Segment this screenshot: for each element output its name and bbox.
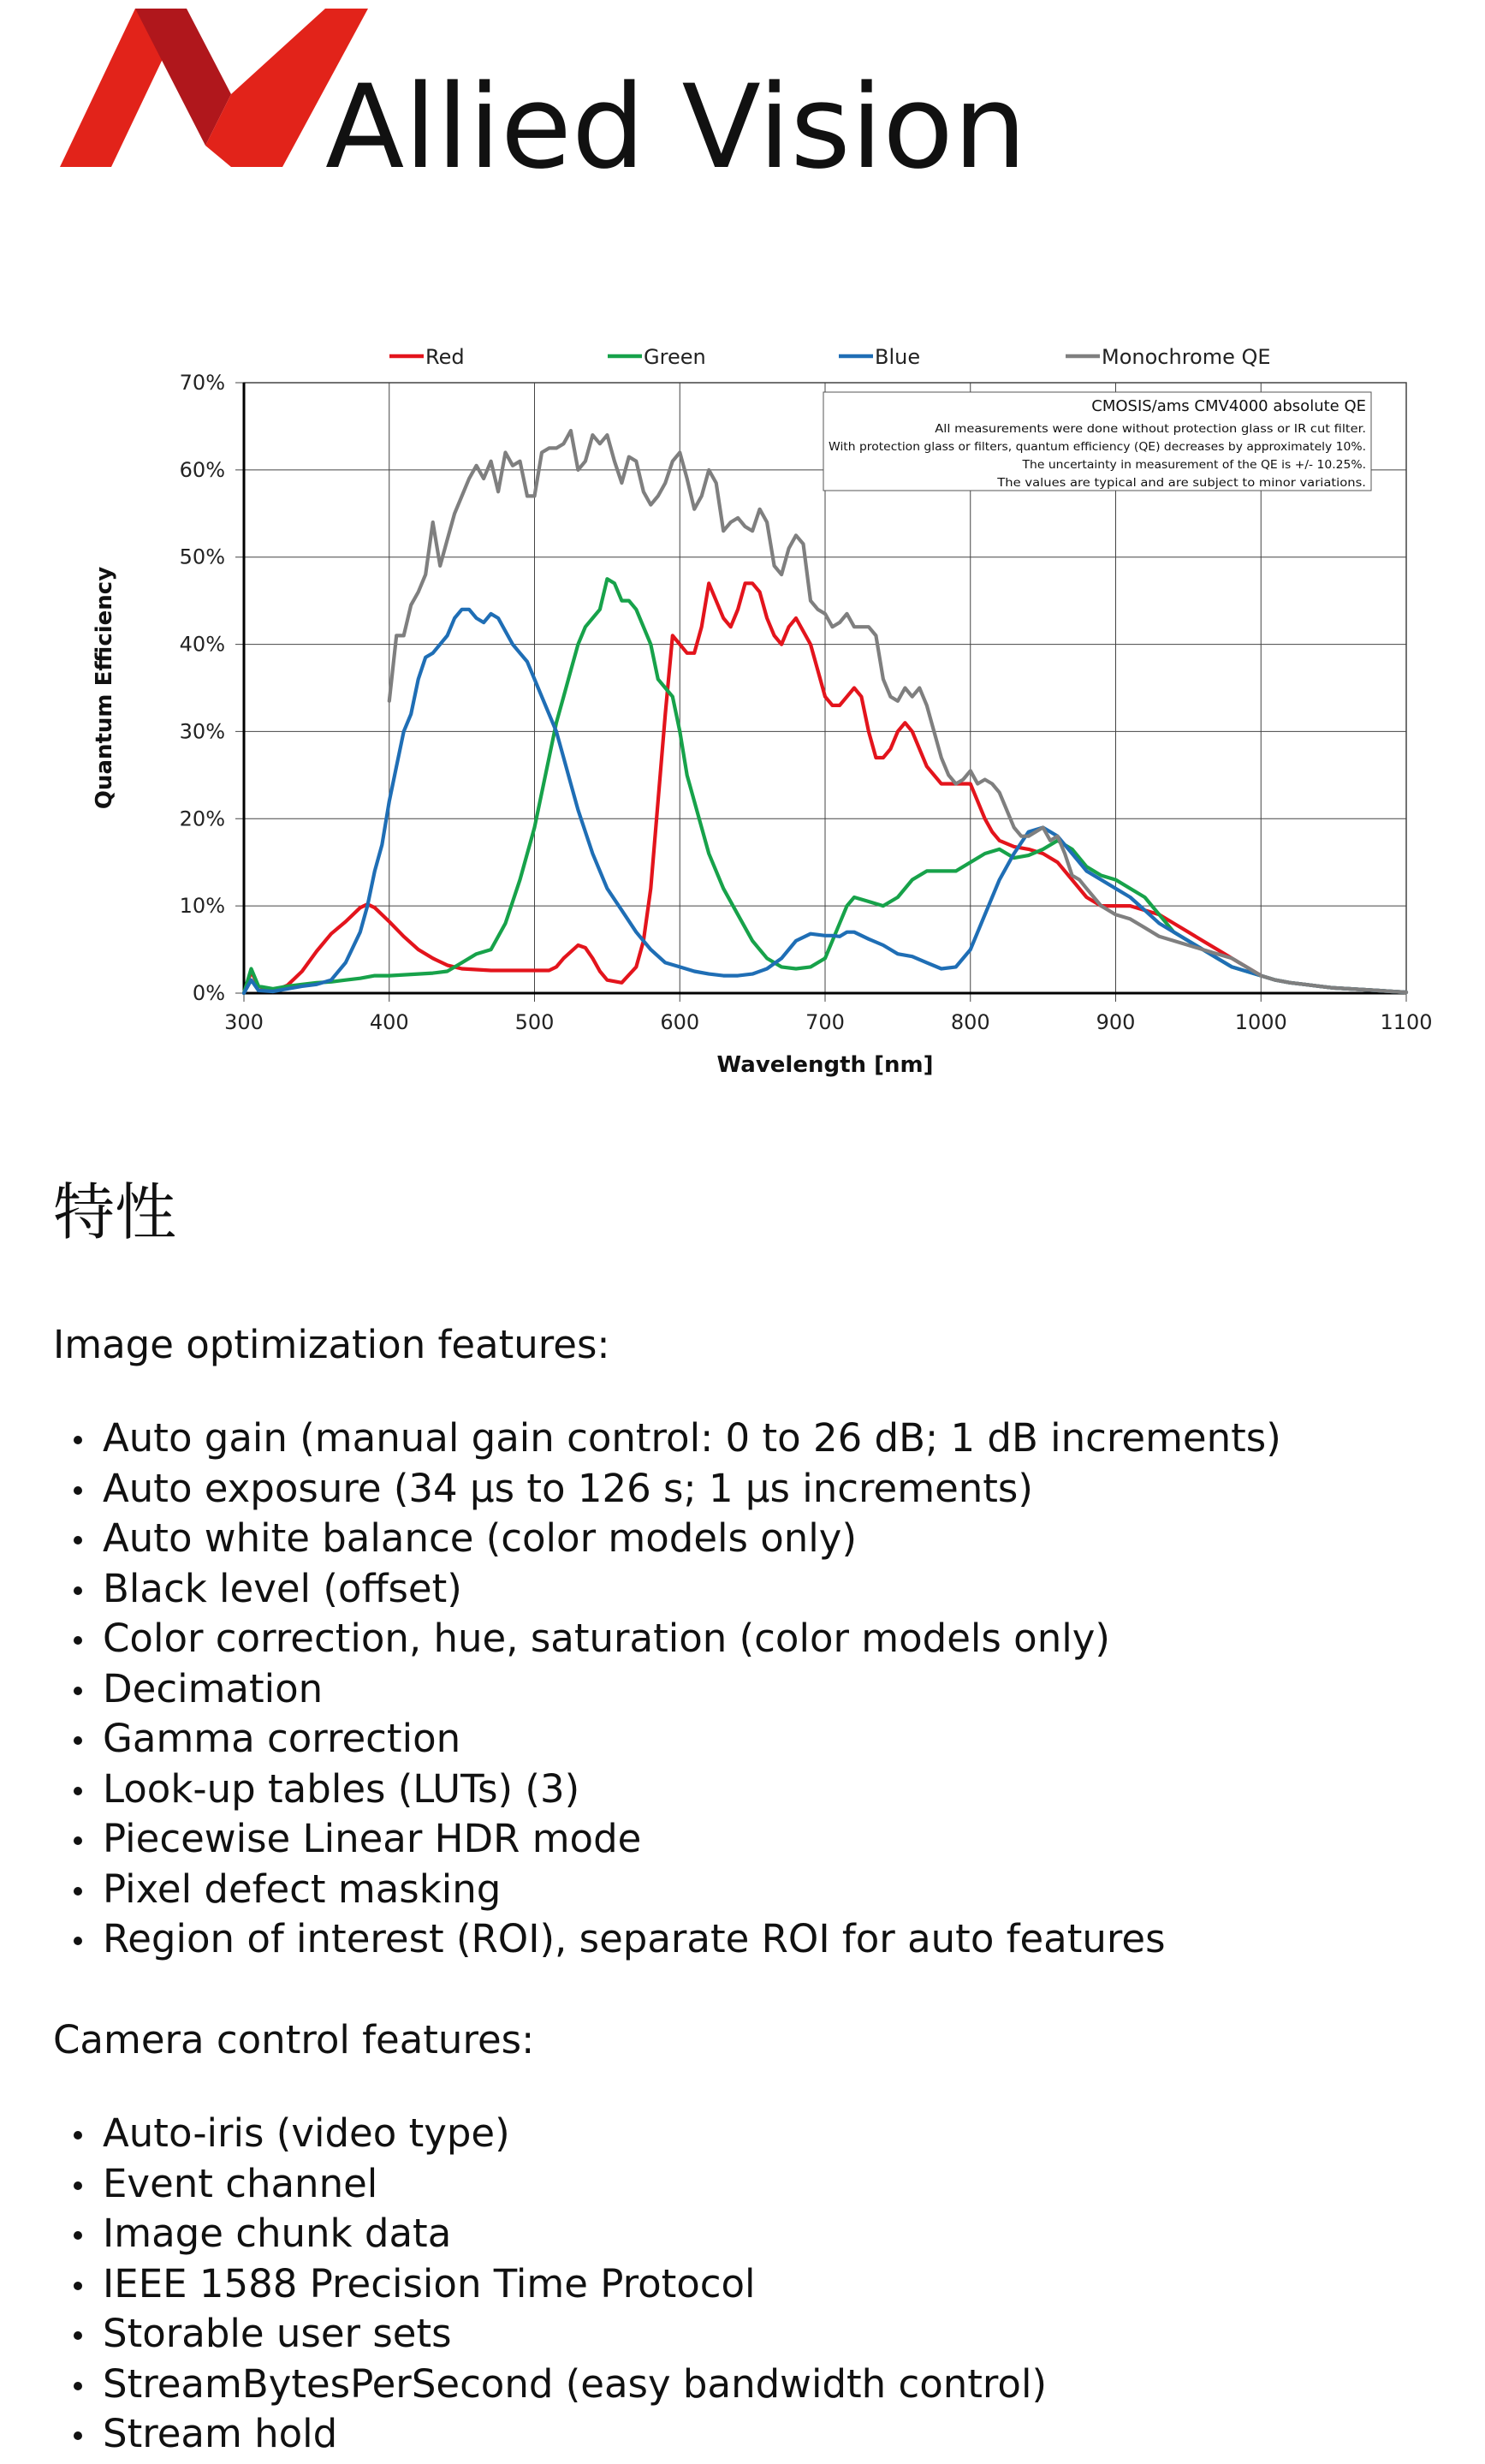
feature-item: Image chunk data [103, 2209, 1047, 2259]
qe-chart-svg [0, 308, 1485, 1096]
section-title: 特性 [53, 1176, 177, 1248]
feature-item: Region of interest (ROI), separate ROI for auto features [103, 1914, 1281, 1965]
y-tick-label: 30% [179, 719, 225, 744]
x-tick-label: 300 [224, 1010, 264, 1034]
y-tick-label: 0% [192, 981, 225, 1005]
x-tick-label: 1100 [1380, 1010, 1433, 1034]
y-axis-label: Quantum Efficiency [92, 566, 117, 810]
camera-control-heading: Camera control features: [53, 2017, 535, 2062]
x-tick-label: 800 [950, 1010, 990, 1034]
y-tick-label: 10% [179, 894, 225, 919]
feature-item: Auto exposure (34 µs to 126 s; 1 µs increments) [103, 1464, 1281, 1515]
legend-label: Blue [875, 345, 921, 369]
image-optimization-list [53, 1414, 1281, 1965]
feature-item: StreamBytesPerSecond (easy bandwidth control) [103, 2360, 1047, 2410]
image-optimization-heading: Image optimization features: [53, 1322, 610, 1367]
legend-label: Monochrome QE [1102, 345, 1271, 369]
feature-item: IEEE 1588 Precision Time Protocol [103, 2259, 1047, 2310]
feature-item: Auto-iris (video type) [103, 2109, 1047, 2159]
feature-item: Event channel [103, 2159, 1047, 2210]
annotation-title: CMOSIS/ams CMV4000 absolute QE [1091, 397, 1366, 415]
x-tick-label: 600 [660, 1010, 700, 1034]
y-tick-label: 20% [179, 806, 225, 831]
feature-item: Auto white balance (color models only) [103, 1514, 1281, 1564]
annotation-line: With protection glass or filters, quantum efficiency (QE) decreases by approximately 10%. [829, 440, 1366, 454]
x-tick-label: 1000 [1234, 1010, 1287, 1034]
feature-item: Look-up tables (LUTs) (3) [103, 1765, 1281, 1815]
annotation-line: All measurements were done without protection glass or IR cut filter. [935, 422, 1366, 436]
qe-chart [0, 308, 1485, 1096]
x-tick-label: 700 [805, 1010, 845, 1034]
annotation-line: The uncertainty in measurement of the QE is +/- 10.25%. [1021, 458, 1366, 472]
feature-item: Piecewise Linear HDR mode [103, 1814, 1281, 1865]
legend-label: Green [644, 345, 706, 369]
x-tick-label: 400 [369, 1010, 409, 1034]
y-tick-label: 60% [179, 457, 225, 482]
brand-name: Allied Vision [325, 60, 1027, 194]
feature-item: Auto gain (manual gain control: 0 to 26 dB; 1 dB increments) [103, 1414, 1281, 1464]
x-tick-label: 500 [514, 1010, 555, 1034]
camera-control-list [53, 2109, 1047, 2460]
feature-item: Pixel defect masking [103, 1865, 1281, 1915]
feature-item: Gamma correction [103, 1714, 1281, 1765]
allied-vision-logo [60, 9, 1027, 194]
feature-item: Storable user sets [103, 2309, 1047, 2360]
x-tick-label: 900 [1096, 1010, 1136, 1034]
feature-item: Decimation [103, 1664, 1281, 1715]
y-tick-label: 40% [179, 632, 225, 657]
feature-item: Black level (offset) [103, 1564, 1281, 1615]
legend-label: Red [425, 345, 465, 369]
feature-item: Stream hold [103, 2409, 1047, 2460]
y-tick-label: 50% [179, 545, 225, 569]
x-axis-label: Wavelength [nm] [716, 1052, 934, 1078]
feature-item: Color correction, hue, saturation (color models only) [103, 1614, 1281, 1664]
y-tick-label: 70% [179, 371, 225, 395]
allied-vision-logo-mark [60, 9, 1027, 194]
annotation-line: The values are typical and are subject to minor variations. [996, 476, 1366, 490]
